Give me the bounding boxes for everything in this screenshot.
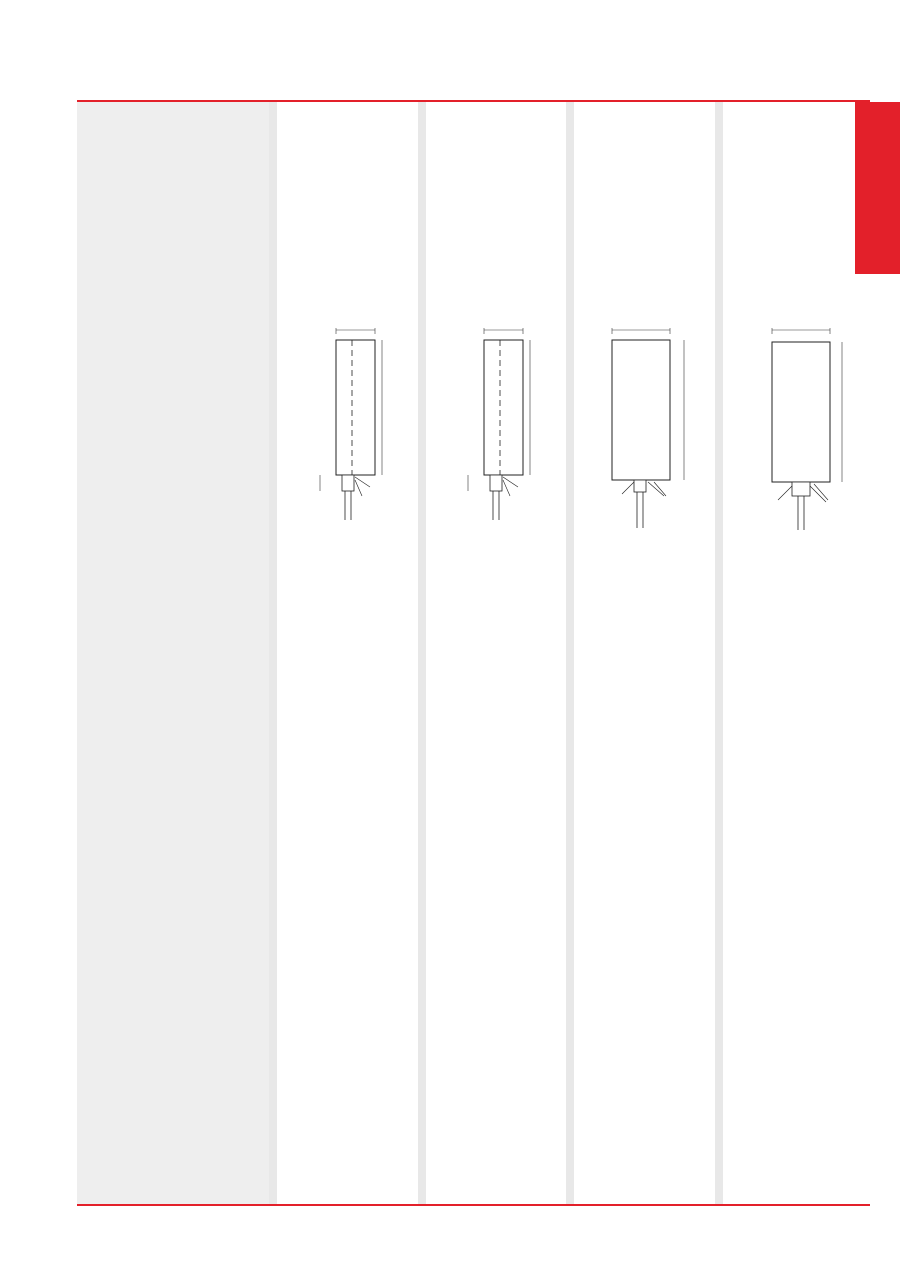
column-separator	[715, 102, 723, 1204]
column-separator	[418, 102, 426, 1204]
column-separator	[269, 102, 277, 1204]
sensor-drawing-1	[300, 310, 410, 530]
sensor-drawing-2	[448, 310, 558, 530]
sensor-drawing-4	[756, 310, 866, 540]
label-column-bg	[77, 102, 269, 1204]
sensor-drawing-3	[596, 310, 706, 540]
bottom-divider	[77, 1204, 870, 1206]
chapter-tab	[855, 102, 900, 274]
column-separator	[566, 102, 574, 1204]
